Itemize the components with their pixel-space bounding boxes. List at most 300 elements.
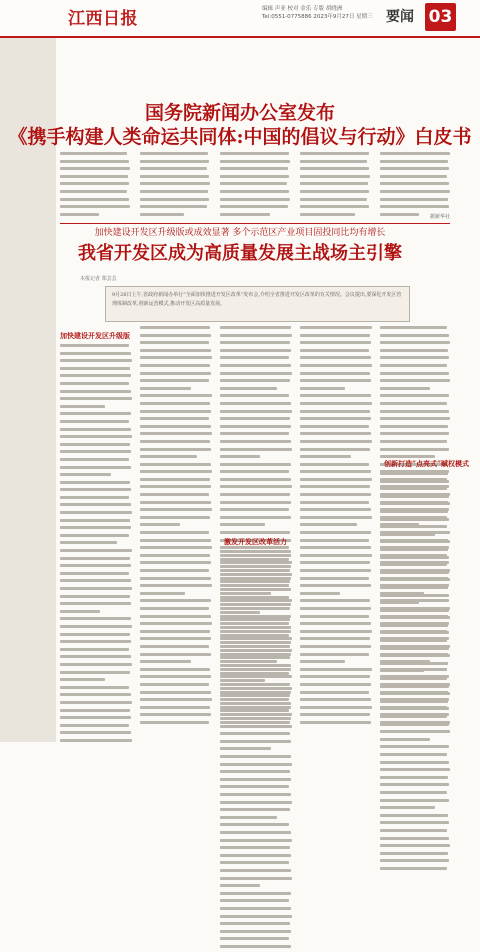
text-line [220, 160, 290, 163]
text-line [220, 516, 291, 519]
text-line [60, 519, 130, 522]
text-line [140, 341, 209, 344]
text-line [140, 402, 210, 405]
text-line [60, 367, 130, 370]
text-line [300, 675, 370, 678]
text-line [60, 344, 129, 347]
text-lines [140, 152, 210, 220]
text-line [380, 647, 449, 650]
text-line [380, 190, 450, 193]
article2-column [220, 326, 292, 736]
article1-headline-line2: 《携手构建人类命运共同体:中国的倡议与行动》白皮书 [8, 126, 472, 148]
text-line [140, 645, 209, 648]
text-line [380, 432, 449, 435]
text-line [60, 511, 132, 514]
text-line [380, 745, 449, 748]
text-line [220, 611, 260, 614]
text-line [380, 578, 450, 581]
text-line [380, 776, 448, 779]
text-line [220, 425, 291, 428]
text-line [220, 846, 290, 849]
text-line [140, 190, 208, 193]
text-line [300, 425, 369, 428]
text-line [220, 198, 290, 201]
text-line [300, 152, 369, 155]
text-line [220, 664, 291, 667]
article1-body [60, 152, 450, 222]
text-line [300, 485, 370, 488]
text-line [300, 470, 371, 473]
text-line [380, 707, 449, 710]
masthead-editors: 编辑 声亚 校对 金乐 专版 胡晓洲 [262, 6, 343, 12]
text-line [220, 869, 291, 872]
text-line [300, 478, 372, 481]
text-line [380, 448, 449, 451]
text-line [380, 160, 448, 163]
text-line [220, 565, 291, 568]
text-line [220, 588, 291, 591]
text-line [220, 190, 289, 193]
text-line [140, 198, 209, 201]
text-line [220, 550, 291, 553]
article2-column [300, 326, 372, 736]
text-line [60, 352, 131, 355]
text-line [380, 601, 419, 604]
text-line [300, 713, 370, 716]
text-line [300, 432, 371, 435]
text-line [220, 334, 292, 337]
text-line [220, 626, 291, 629]
text-line [380, 213, 419, 216]
text-line [140, 653, 211, 656]
text-line [300, 190, 369, 193]
text-line [140, 554, 210, 557]
text-line [380, 510, 448, 513]
text-line [380, 685, 449, 688]
text-line [140, 326, 210, 329]
text-line [220, 672, 289, 675]
text-line [60, 397, 132, 400]
text-line [220, 831, 291, 834]
text-line [380, 799, 449, 802]
text-line [60, 450, 131, 453]
text-line [140, 160, 209, 163]
text-line [380, 402, 447, 405]
text-line [380, 852, 448, 855]
text-line [60, 557, 130, 560]
text-line [140, 349, 211, 352]
text-line [220, 618, 290, 621]
text-line [220, 930, 291, 933]
text-line [140, 387, 191, 390]
article1-column [380, 152, 450, 222]
text-line [140, 637, 211, 640]
text-line [140, 394, 212, 397]
text-lines [380, 326, 450, 456]
text-lines [60, 152, 130, 220]
text-line [300, 599, 370, 602]
text-line [380, 556, 449, 559]
text-line [220, 432, 289, 435]
text-lines [380, 472, 450, 874]
text-line [220, 580, 290, 583]
text-line [60, 534, 129, 537]
text-line [60, 182, 129, 185]
text-line [380, 677, 447, 680]
text-line [300, 698, 371, 701]
text-line [380, 814, 448, 817]
text-line [220, 402, 291, 405]
text-line [220, 649, 292, 652]
text-line [300, 577, 369, 580]
text-line [300, 584, 371, 587]
text-line [220, 167, 288, 170]
text-line [380, 198, 448, 201]
text-line [60, 709, 130, 712]
text-line [140, 508, 212, 511]
text-lines [220, 550, 292, 952]
text-line [300, 691, 369, 694]
text-line [380, 356, 449, 359]
text-line [380, 829, 447, 832]
text-line [380, 394, 449, 397]
text-line [140, 577, 211, 580]
text-line [380, 495, 449, 498]
text-line [140, 455, 197, 458]
text-line [300, 326, 372, 329]
text-line [300, 592, 340, 595]
text-line [220, 485, 292, 488]
text-line [220, 785, 289, 788]
text-line [380, 753, 447, 756]
text-line [380, 372, 449, 375]
text-line [60, 390, 131, 393]
text-line [220, 364, 291, 367]
text-line [60, 686, 129, 689]
text-line [380, 455, 435, 458]
text-line [380, 205, 449, 208]
text-line [300, 546, 371, 549]
text-line [140, 546, 212, 549]
text-line [300, 182, 368, 185]
text-line [140, 470, 212, 473]
text-line [300, 387, 345, 390]
text-line [220, 440, 291, 443]
text-line [220, 326, 291, 329]
text-line [60, 405, 105, 408]
text-line [380, 167, 449, 170]
text-line [140, 448, 211, 451]
article1-column [140, 152, 210, 222]
text-line [60, 466, 131, 469]
text-line [300, 167, 369, 170]
text-line [60, 152, 127, 155]
text-line [220, 725, 292, 728]
text-line [300, 653, 369, 656]
text-line [220, 603, 291, 606]
text-line [60, 175, 128, 178]
text-line [60, 572, 129, 575]
text-line [60, 382, 129, 385]
text-line [380, 349, 448, 352]
text-line [140, 683, 209, 686]
text-line [220, 573, 292, 576]
text-line [140, 615, 211, 618]
newspaper-logo: 江西日报 [68, 9, 138, 29]
text-line [60, 633, 130, 636]
text-line [300, 463, 369, 466]
text-line [300, 198, 367, 201]
text-line [60, 503, 131, 506]
text-line [140, 417, 209, 420]
text-line [220, 501, 291, 504]
text-line [220, 747, 271, 750]
text-line [300, 630, 372, 633]
text-line [380, 472, 448, 475]
text-line [60, 731, 131, 734]
text-line [140, 379, 209, 382]
article1-headline-line1: 国务院新闻办公室发布 [144, 102, 335, 124]
text-line [60, 595, 130, 598]
text-lines [60, 344, 132, 746]
text-line [140, 698, 212, 701]
text-line [220, 687, 292, 690]
text-line [60, 671, 130, 674]
text-line [300, 539, 369, 542]
text-line [220, 182, 287, 185]
text-line [380, 334, 449, 337]
text-line [60, 655, 131, 658]
text-line [140, 539, 211, 542]
text-line [140, 364, 210, 367]
text-line [60, 564, 131, 567]
text-line [380, 502, 450, 505]
text-line [380, 700, 448, 703]
text-line [220, 213, 270, 216]
text-line [300, 455, 351, 458]
text-line [380, 692, 450, 695]
text-line [60, 716, 131, 719]
text-line [140, 691, 211, 694]
article2-kicker: 加快建设开发区升级版或成效显著 多个示范区产业项目固投同比均有增长 [94, 228, 386, 238]
article2-headline: 我省开发区成为高质量发展主战场主引擎 [78, 243, 402, 264]
text-line [380, 821, 449, 824]
text-line [220, 770, 290, 773]
text-line [220, 937, 289, 940]
text-line [140, 410, 211, 413]
text-line [380, 533, 435, 536]
text-line [220, 740, 291, 743]
text-line [60, 213, 99, 216]
text-line [220, 899, 289, 902]
text-line [140, 569, 209, 572]
text-line [220, 410, 292, 413]
text-line [380, 715, 447, 718]
text-line [140, 523, 180, 526]
text-line [140, 531, 209, 534]
text-line [220, 877, 292, 880]
text-line [300, 637, 370, 640]
text-line [300, 175, 370, 178]
text-line [140, 175, 209, 178]
text-line [220, 945, 291, 948]
text-line [380, 844, 450, 847]
text-line [380, 571, 449, 574]
text-line [300, 448, 370, 451]
text-line [140, 660, 191, 663]
text-line [380, 518, 449, 521]
text-lines [300, 326, 372, 728]
text-line [380, 425, 448, 428]
text-line [140, 478, 210, 481]
text-line [380, 182, 449, 185]
text-line [380, 723, 449, 726]
text-line [220, 694, 290, 697]
article1-column [220, 152, 290, 222]
text-line [220, 523, 265, 526]
text-line [380, 662, 448, 665]
text-line [380, 364, 447, 367]
text-line [140, 501, 211, 504]
text-line [220, 634, 289, 637]
text-lines [300, 152, 370, 220]
article2-column [140, 326, 212, 736]
text-line [220, 823, 289, 826]
text-line [380, 616, 450, 619]
text-line [60, 625, 132, 628]
text-line [380, 326, 447, 329]
text-line [300, 569, 371, 572]
text-line [60, 488, 131, 491]
text-line [60, 435, 132, 438]
text-line [60, 549, 132, 552]
text-line [60, 473, 111, 476]
text-line [380, 624, 448, 627]
text-line [60, 458, 129, 461]
text-line [300, 508, 371, 511]
text-line [220, 679, 265, 682]
text-line [220, 470, 289, 473]
text-line [220, 455, 260, 458]
text-line [220, 448, 292, 451]
section-title: 要闻 [386, 9, 414, 25]
text-line [220, 656, 290, 659]
text-line [380, 609, 449, 612]
text-line [140, 432, 212, 435]
text-line [220, 463, 291, 466]
text-line [220, 922, 290, 925]
text-line [380, 806, 435, 809]
text-line [140, 485, 211, 488]
text-line [140, 213, 184, 216]
text-line [380, 417, 450, 420]
article2-subhead: 创新打造“点亮式”赋权模式 [384, 459, 470, 468]
article2-body [60, 326, 470, 736]
article2-lead-box [105, 286, 410, 322]
text-line [380, 341, 450, 344]
masthead-date: Tel:0551-0775886 2023年9月27日 星期三 [262, 14, 373, 20]
text-line [140, 607, 209, 610]
text-line [60, 587, 132, 590]
masthead-meta [262, 5, 373, 21]
text-line [220, 205, 288, 208]
text-line [300, 493, 371, 496]
article1-source: 据新华社 [429, 214, 450, 221]
article1-column [60, 152, 130, 222]
text-lines [220, 152, 290, 220]
text-line [300, 356, 371, 359]
text-line [300, 706, 372, 709]
text-line [60, 412, 131, 415]
text-line [60, 640, 131, 643]
text-line [220, 387, 277, 390]
text-line [300, 440, 372, 443]
text-line [220, 801, 292, 804]
text-line [140, 440, 210, 443]
text-line [300, 554, 372, 557]
text-line [60, 579, 131, 582]
text-line [60, 359, 132, 362]
masthead [0, 0, 480, 38]
text-line [380, 594, 449, 597]
text-line [380, 525, 447, 528]
text-line [380, 631, 449, 634]
text-line [220, 915, 292, 918]
text-line [60, 443, 130, 446]
text-lines [380, 152, 450, 220]
text-line [220, 839, 292, 842]
text-line [380, 379, 450, 382]
text-line [220, 808, 290, 811]
text-line [380, 152, 450, 155]
text-line [60, 160, 129, 163]
text-line [60, 428, 131, 431]
text-line [220, 854, 291, 857]
text-line [380, 440, 447, 443]
text-line [380, 730, 450, 733]
text-line [220, 341, 290, 344]
text-line [60, 190, 127, 193]
text-line [300, 205, 369, 208]
article2-byline: 本报记者 郑芸芸 [80, 276, 117, 282]
text-line [220, 793, 291, 796]
text-line [380, 480, 449, 483]
text-line [140, 584, 212, 587]
text-line [220, 417, 290, 420]
text-line [60, 481, 130, 484]
text-line [220, 641, 291, 644]
text-line [60, 739, 132, 742]
text-line [220, 356, 289, 359]
text-line [60, 610, 100, 613]
text-line [220, 861, 289, 864]
text-line [60, 420, 129, 423]
text-line [220, 892, 291, 895]
text-line [140, 182, 210, 185]
article2-column [380, 326, 470, 736]
text-line [220, 372, 292, 375]
text-line [140, 516, 210, 519]
text-line [140, 372, 211, 375]
article2-subhead: 激发开发区改革活力 [224, 537, 287, 546]
text-line [380, 654, 450, 657]
text-line [140, 668, 210, 671]
text-line [140, 152, 208, 155]
text-line [220, 596, 289, 599]
text-line [60, 541, 117, 544]
text-line [300, 622, 371, 625]
text-line [300, 531, 371, 534]
